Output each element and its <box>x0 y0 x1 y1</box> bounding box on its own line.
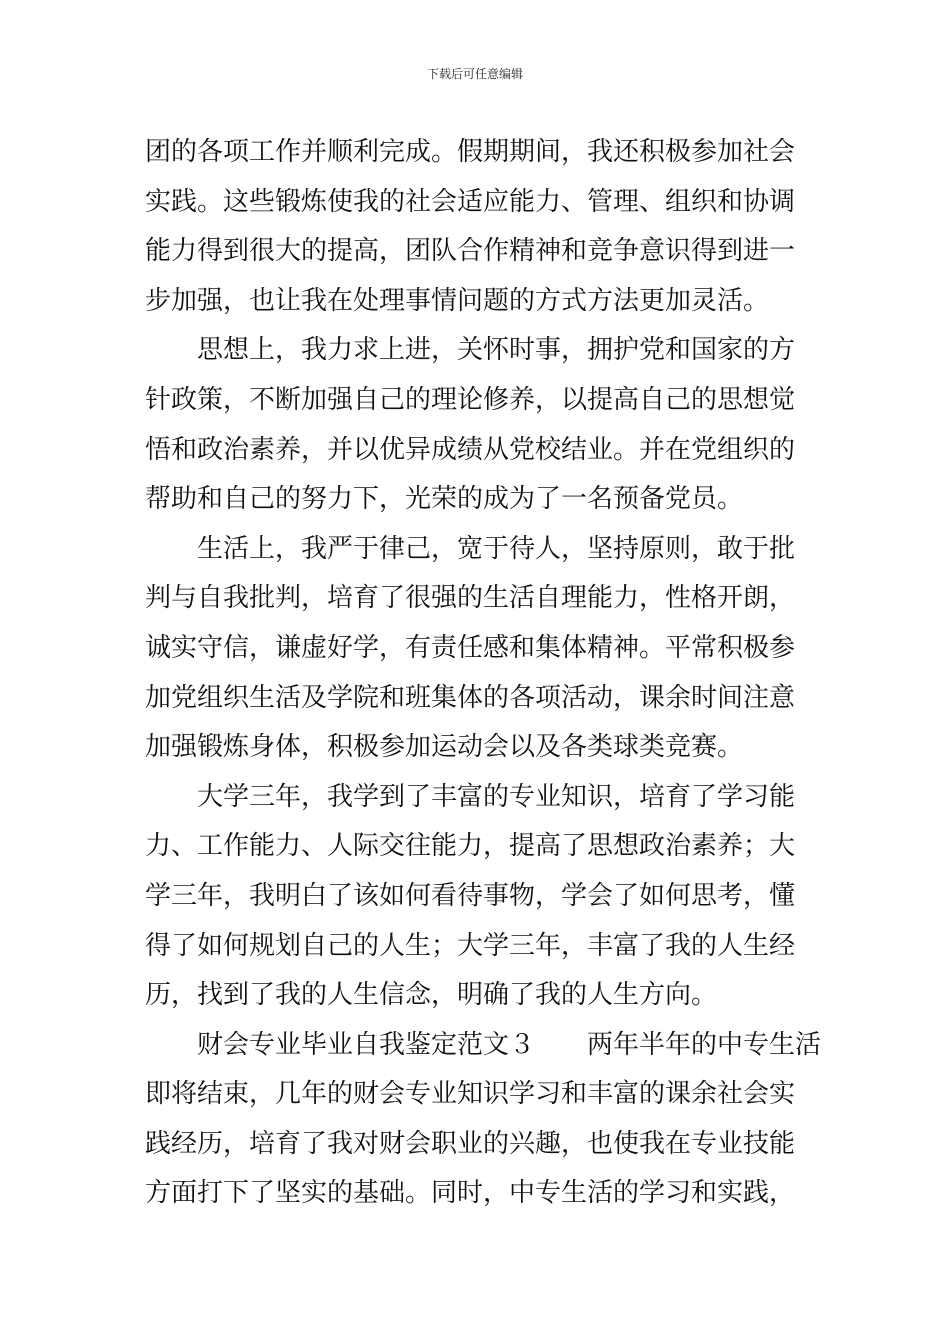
heading-line <box>145 1021 822 1071</box>
paragraph <box>145 773 810 1021</box>
text-line: 能力得到很大的提高，团队合作精神和竞争意识得到进一 <box>145 236 796 267</box>
document-body <box>145 128 822 1219</box>
text-line: 针政策，不断加强自己的理论修养，以提高自己的思想觉 <box>145 384 796 415</box>
text-line: 生活上，我严于律己，宽于待人，坚持原则，敢于批 <box>197 533 796 564</box>
text-line: 悟和政治素养，并以优异成绩从党校结业。并在党组织的 <box>145 434 796 465</box>
heading-tail-text: 两年半年的中专生活 <box>587 1029 822 1060</box>
text-line: 诚实守信，谦虚好学，有责任感和集体精神。平常积极参 <box>145 632 796 663</box>
paragraph <box>145 525 810 773</box>
text-line: 帮助和自己的努力下，光荣的成为了一名预备党员。 <box>145 484 744 515</box>
text-line: 历，找到了我的人生信念，明确了我的人生方向。 <box>145 980 718 1011</box>
page-header: 下载后可任意编辑 <box>426 67 523 81</box>
text-line: 大学三年，我学到了丰富的专业知识，培育了学习能 <box>197 781 796 812</box>
paragraph <box>145 326 810 524</box>
text-line: 加强锻炼身体，积极参加运动会以及各类球类竞赛。 <box>145 732 744 763</box>
paragraph <box>145 1021 822 1219</box>
text-line: 学三年，我明白了该如何看待事物，学会了如何思考，懂 <box>145 880 796 911</box>
section-heading: 财会专业毕业自我鉴定范文３ <box>197 1029 536 1060</box>
text-line: 判与自我批判，培育了很强的生活自理能力，性格开朗， <box>145 583 796 614</box>
text-line: 方面打下了坚实的基础。同时，中专生活的学习和实践， <box>145 1178 796 1209</box>
text-line: 加党组织生活及学院和班集体的各项活动，课余时间注意 <box>145 682 796 713</box>
text-line: 即将结束，几年的财会专业知识学习和丰富的课余社会实 <box>145 1079 796 1110</box>
text-line: 团的各项工作并顺利完成。假期期间，我还积极参加社会 <box>145 137 796 167</box>
text-line: 实践。这些锻炼使我的社会适应能力、管理、组织和协调 <box>145 186 796 217</box>
paragraph <box>145 128 810 326</box>
text-line: 践经历，培育了我对财会职业的兴趣，也使我在专业技能 <box>145 1128 796 1159</box>
text-line: 得了如何规划自己的人生；大学三年，丰富了我的人生经 <box>145 930 796 961</box>
text-line: 力、工作能力、人际交往能力，提高了思想政治素养；大 <box>145 831 796 862</box>
text-line: 思想上，我力求上进，关怀时事，拥护党和国家的方 <box>197 335 796 366</box>
text-line: 步加强，也让我在处理事情问题的方式方法更加灵活。 <box>145 285 770 316</box>
